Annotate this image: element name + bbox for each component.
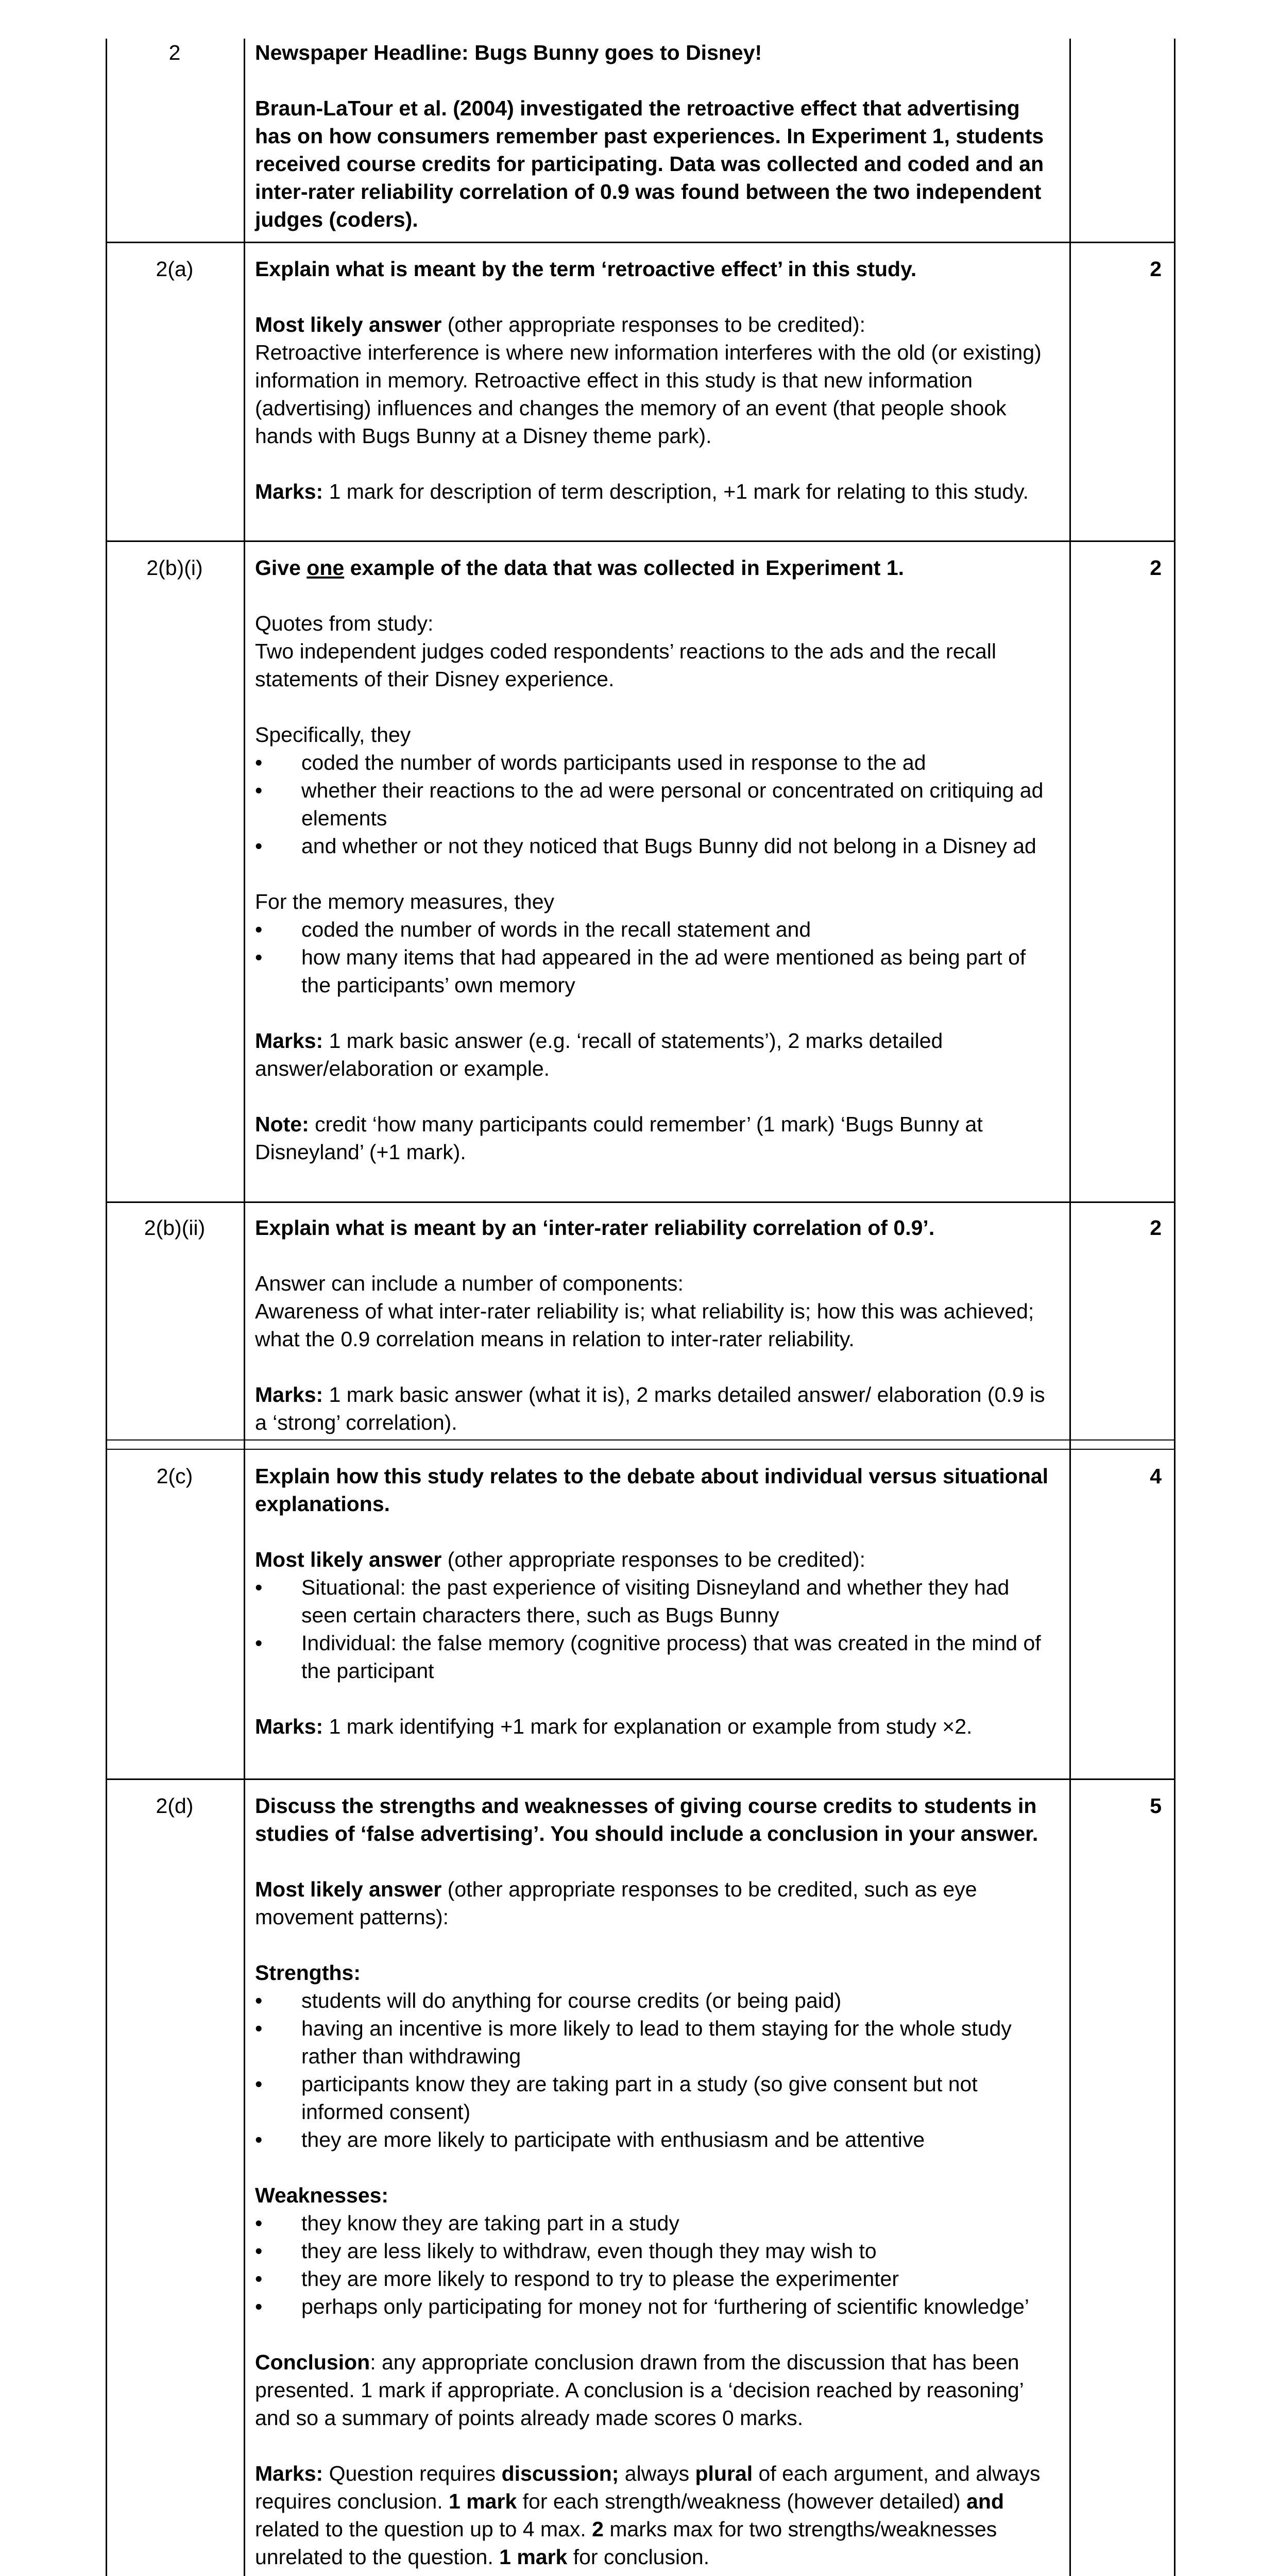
question-content — [255, 1214, 1059, 1436]
specifically-label: Specifically, they — [255, 723, 411, 747]
conclusion-text: Conclusion: any appropriate conclusion drawn from the discussion that has been presented. 1 mark if appropriate. A conclusion is a ‘decision reached by reasoning’ and so a summary of points already made scores 0 marks. — [255, 2350, 1024, 2430]
weaknesses-heading: Weaknesses: — [255, 2183, 389, 2207]
bullet-list — [255, 1573, 1059, 1685]
row-divider — [106, 1778, 1175, 1780]
question-number: 2(b)(i) — [146, 556, 203, 580]
list-item: • how many items that had appeared in the ad were mentioned as being part of the participants’ own memory — [255, 943, 1059, 999]
list-item: • participants know they are taking part in a study (so give consent but not informed consent) — [255, 2070, 1059, 2126]
bullet-list — [255, 1987, 1059, 2154]
question-content — [255, 39, 1059, 233]
marks-guidance: Marks: 1 mark for description of term description, +1 mark for relating to this study. — [255, 480, 1029, 503]
question-content — [255, 255, 1059, 505]
question-text: Explain what is meant by the term ‘retroactive effect’ in this study. — [255, 257, 917, 281]
table-border-left — [106, 39, 107, 2576]
marks-guidance: Marks: 1 mark basic answer (what it is), 2 marks detailed answer/ elaboration (0.9 is a ‘strong’ correlation). — [255, 1383, 1045, 1434]
answer-text: Awareness of what inter-rater reliability is; what reliability is; how this was achieved; what the 0.9 correlation means in relation to inter-rater reliability. — [255, 1299, 1034, 1351]
question-content — [255, 554, 1059, 1166]
list-item: • Situational: the past experience of visiting Disneyland and whether they had seen certain characters there, such as Bugs Bunny — [255, 1573, 1059, 1629]
list-item: • they are less likely to withdraw, even though they may wish to — [255, 2237, 1059, 2265]
list-item: • whether their reactions to the ad were personal or concentrated on critiquing ad elements — [255, 776, 1059, 832]
question-text: Explain what is meant by an ‘inter-rater reliability correlation of 0.9’. — [255, 1216, 935, 1240]
list-item: • they know they are taking part in a study — [255, 2209, 1059, 2237]
bullet-list — [255, 749, 1059, 860]
question-number: 2(c) — [156, 1464, 193, 1488]
question-number: 2(d) — [156, 1794, 194, 1818]
row-divider — [106, 1449, 1175, 1450]
marks-value: 5 — [1150, 1794, 1162, 1818]
column-divider-2 — [1069, 39, 1071, 2576]
column-divider-1 — [244, 39, 245, 2576]
list-item: • perhaps only participating for money not for ‘furthering of scientific knowledge’ — [255, 2293, 1059, 2320]
quotes-label: Quotes from study: — [255, 612, 434, 635]
bullet-list — [255, 2209, 1059, 2320]
marks-guidance: Marks: Question requires discussion; always plural of each argument, and always requires conclusion. 1 mark for each strength/weakness (however detailed) and related to the question up to 4 max. 2 marks max for two strengths/weaknesses unrelated to the question. 1 mark for conclusion. — [255, 2462, 1041, 2569]
question-number: 2(b)(ii) — [144, 1216, 206, 1240]
row-divider — [106, 1439, 1175, 1440]
list-item: • they are more likely to participate with enthusiasm and be attentive — [255, 2126, 1059, 2154]
answer-lead: Most likely answer (other appropriate responses to be credited, such as eye movement patterns): — [255, 1877, 977, 1929]
answer-text: Retroactive interference is where new information interferes with the old (or existing) information in memory. Retroactive effect in this study is that new information (advertising) influences and changes the memory of an event (that people shook hands with Bugs Bunny at a Disney theme park). — [255, 341, 1042, 448]
note-text: Note: credit ‘how many participants could remember’ (1 mark) ‘Bugs Bunny at Disneyland’ (+1 mark). — [255, 1112, 983, 1164]
list-item: • students will do anything for course credits (or being paid) — [255, 1987, 1059, 2014]
headline: Newspaper Headline: Bugs Bunny goes to Disney! — [255, 41, 762, 64]
answer-intro: Answer can include a number of components: — [255, 1272, 684, 1295]
question-text: Give one example of the data that was collected in Experiment 1. — [255, 556, 905, 580]
question-text: Explain how this study relates to the debate about individual versus situational explanations. — [255, 1464, 1049, 1516]
marks-value: 2 — [1150, 556, 1162, 580]
marks-value: 4 — [1150, 1464, 1162, 1488]
row-divider — [106, 242, 1175, 243]
question-content — [255, 1792, 1059, 2571]
list-item: • coded the number of words participants used in response to the ad — [255, 749, 1059, 776]
table-border-right — [1174, 39, 1175, 2576]
question-number: 2(a) — [156, 257, 194, 281]
strengths-heading: Strengths: — [255, 1961, 361, 1985]
answer-lead: Most likely answer (other appropriate responses to be credited): — [255, 313, 866, 336]
list-item: • having an incentive is more likely to lead to them staying for the whole study rather than withdrawing — [255, 2014, 1059, 2070]
list-item: • Individual: the false memory (cognitive process) that was created in the mind of the participant — [255, 1629, 1059, 1685]
row-divider — [106, 1201, 1175, 1203]
question-text: Discuss the strengths and weaknesses of giving course credits to students in studies of ‘false advertising’. You should include a conclusion in your answer. — [255, 1794, 1038, 1845]
list-item: • and whether or not they noticed that Bugs Bunny did not belong in a Disney ad — [255, 832, 1059, 860]
bullet-list — [255, 916, 1059, 999]
marks-value: 2 — [1150, 257, 1162, 281]
marks-value: 2 — [1150, 1216, 1162, 1240]
marks-guidance: Marks: 1 mark basic answer (e.g. ‘recall of statements’), 2 marks detailed answer/elaboration or example. — [255, 1029, 943, 1080]
memory-label: For the memory measures, they — [255, 890, 555, 913]
question-content — [255, 1462, 1059, 1740]
intro-text: Braun-LaTour et al. (2004) investigated the retroactive effect that advertising has on how consumers remember past experiences. In Experiment 1, students received course credits for participating. Data was collected and coded and an inter-rater reliability correlation of 0.9 was found between the two independent judges (coders). — [255, 96, 1044, 231]
answer-lead: Most likely answer (other appropriate responses to be credited): — [255, 1548, 866, 1571]
quotes-text: Two independent judges coded respondents’ reactions to the ads and the recall statements of their Disney experience. — [255, 639, 997, 691]
question-number: 2 — [168, 41, 181, 64]
list-item: • coded the number of words in the recall statement and — [255, 916, 1059, 943]
row-divider — [106, 540, 1175, 542]
marks-guidance: Marks: 1 mark identifying +1 mark for explanation or example from study ×2. — [255, 1715, 973, 1738]
list-item: • they are more likely to respond to try to please the experimenter — [255, 2265, 1059, 2293]
